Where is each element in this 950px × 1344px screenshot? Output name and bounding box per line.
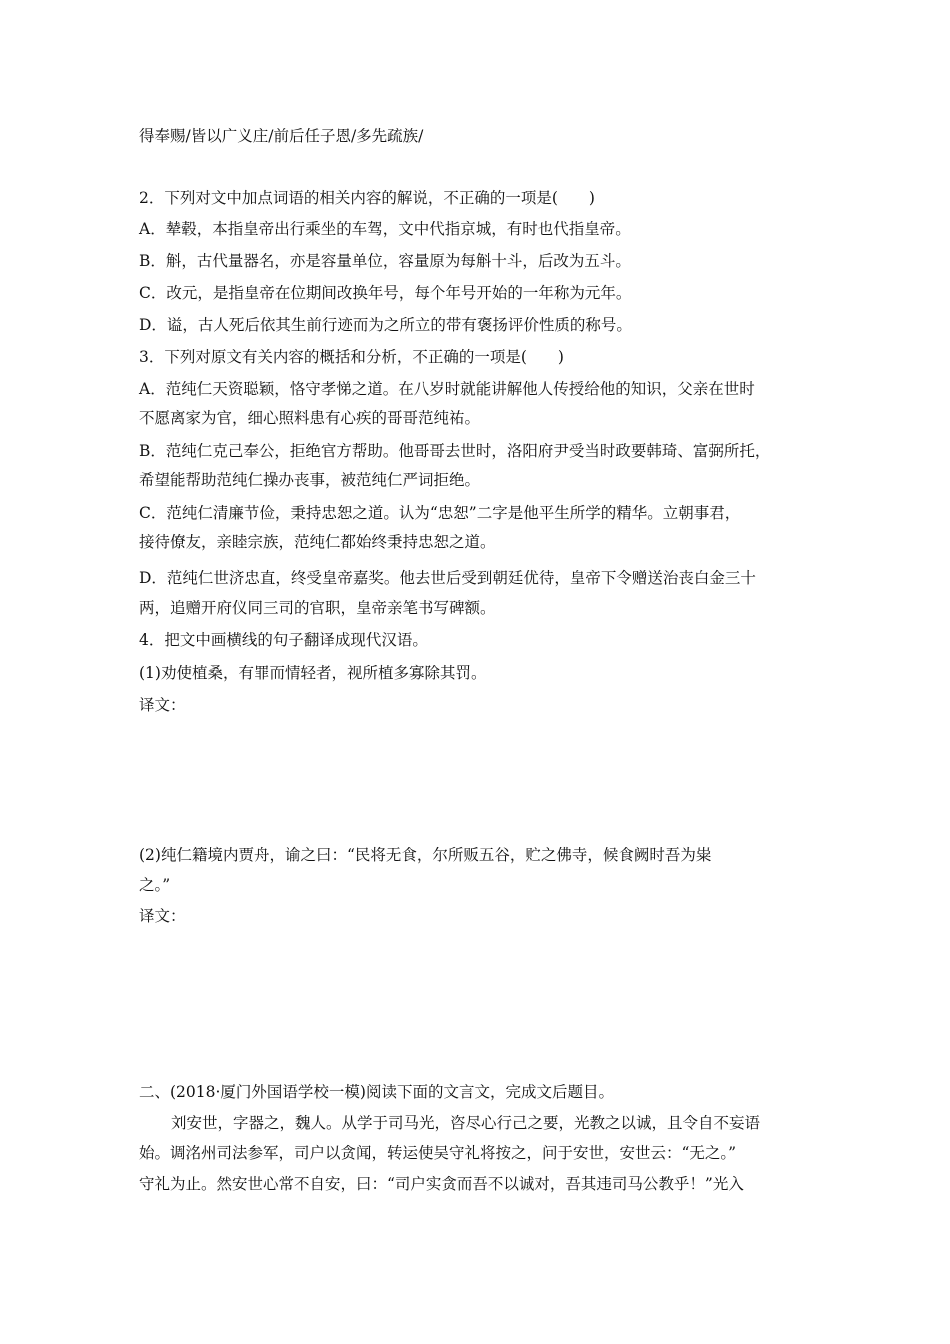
question-3-option-b-line2: 希望能帮助范纯仁操办丧事，被范纯仁严词拒绝。 <box>139 471 481 489</box>
passage-line-2: 始。调洺州司法参军，司户以贪闻，转运使吴守礼将按之，问于安世，安世云：“无之。” <box>139 1144 737 1162</box>
question-4-sentence-2-line2: 之。” <box>139 876 171 894</box>
question-3-option-c-line1: C．范纯仁清廉节俭，秉持忠恕之道。认为“忠恕”二字是他平生所学的精华。立朝事君， <box>139 504 741 522</box>
passage-line-3: 守礼为止。然安世心常不自安，曰：“司户实贪而吾不以诚对，吾其违司马公教乎！”光入 <box>139 1175 744 1193</box>
passage-line-1: 刘安世，字器之，魏人。从学于司马光，咨尽心行己之要，光教之以诚，且令自不妄语 <box>171 1114 761 1132</box>
question-3-option-d-line1: D．范纯仁世济忠直，终受皇帝嘉奖。他去世后受到朝廷优待，皇帝下令赠送治丧白金三十 <box>139 569 756 587</box>
question-3-stem: 3．下列对原文有关内容的概括和分析，不正确的一项是( ) <box>139 348 564 366</box>
question-4-sentence-1: (1)劝使植桑，有罪而情轻者，视所植多寡除其罚。 <box>139 664 487 682</box>
question-2-option-c: C．改元，是指皇帝在位期间改换年号，每个年号开始的一年称为元年。 <box>139 284 632 302</box>
question-2-option-a: A．辇毂，本指皇帝出行乘坐的车驾，文中代指京城，有时也代指皇帝。 <box>139 220 631 238</box>
answer-line: 得奉赐/皆以广义庄/前后任子恩/多先疏族/ <box>139 127 424 145</box>
translation-label-2: 译文： <box>139 907 186 925</box>
question-3-option-a-line1: A．范纯仁天资聪颖，恪守孝悌之道。在八岁时就能讲解他人传授给他的知识，父亲在世时 <box>139 380 755 398</box>
section-2-heading: 二、(2018·厦门外国语学校一模)阅读下面的文言文，完成文后题目。 <box>139 1083 614 1101</box>
question-3-option-d-line2: 两，追赠开府仪同三司的官职，皇帝亲笔书写碑额。 <box>139 599 496 617</box>
question-2-option-b: B．斛，古代量器名，亦是容量单位，容量原为每斛十斗，后改为五斗。 <box>139 252 631 270</box>
question-2-stem: 2．下列对文中加点词语的相关内容的解说，不正确的一项是( ) <box>139 189 595 207</box>
question-4-stem: 4．把文中画横线的句子翻译成现代汉语。 <box>139 631 428 649</box>
question-2-option-d: D．谥，古人死后依其生前行迹而为之所立的带有褒扬评价性质的称号。 <box>139 316 632 334</box>
question-3-option-a-line2: 不愿离家为官，细心照料患有心疾的哥哥范纯祐。 <box>139 409 481 427</box>
question-4-sentence-2-line1: (2)纯仁籍境内贾舟，谕之曰：“民将无食，尔所贩五谷，贮之佛寺，候食阙时吾为粜 <box>139 846 712 864</box>
question-3-option-c-line2: 接待僚友，亲睦宗族，范纯仁都始终秉持忠恕之道。 <box>139 533 496 551</box>
question-3-option-b-line1: B．范纯仁克己奉公，拒绝官方帮助。他哥哥去世时，洛阳府尹受当时政要韩琦、富弼所托， <box>139 442 771 460</box>
translation-label-1: 译文： <box>139 696 186 714</box>
